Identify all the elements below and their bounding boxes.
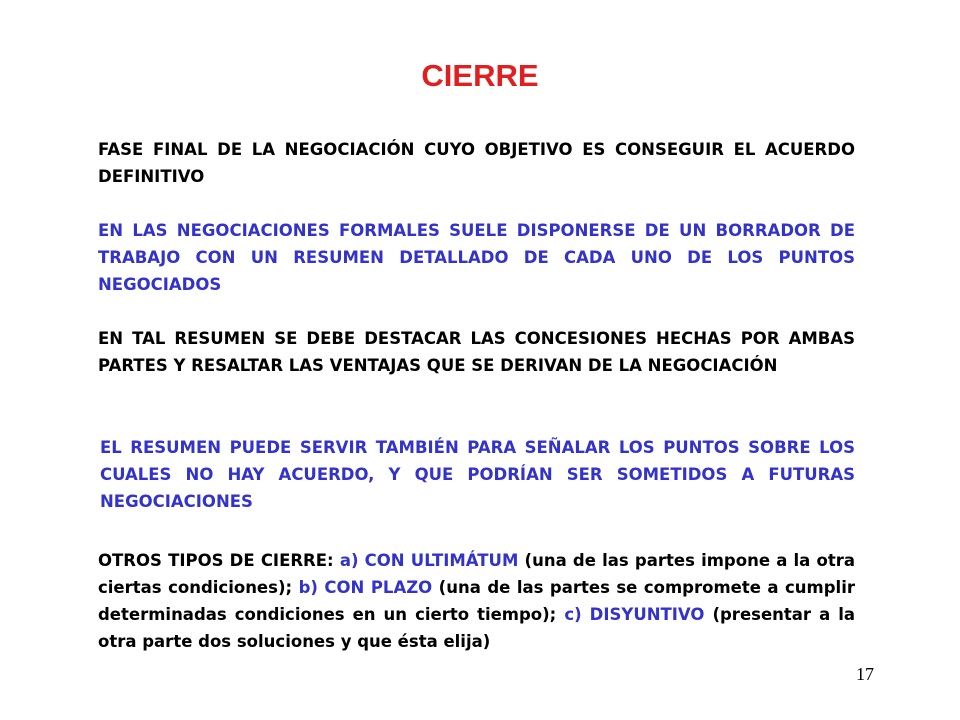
paragraph-formal-negotiations: EN LAS NEGOCIACIONES FORMALES SUELE DISPONERSE DE UN BORRADOR DE TRABAJO CON UN RESUMEN DETALLADO DE CADA UNO DE LOS PUNTOS NEGOCIADOS xyxy=(98,221,855,294)
closing-type-b-text: (una de las partes se compromete a cumplir determinadas condiciones en un cierto tiempo); xyxy=(98,578,855,624)
closing-type-a-label: a) CON ULTIMÁTUM xyxy=(339,551,519,570)
slide-title: CIERRE xyxy=(421,58,539,93)
page-number: 17 xyxy=(856,664,874,684)
paragraph-closing-types xyxy=(98,547,855,655)
closing-type-c-text: (presentar a la otra parte dos soluciones y que ésta elija) xyxy=(98,605,856,651)
closing-type-c-label: c) DISYUNTIVO xyxy=(564,605,705,624)
paragraph-summary-disagreements: EL RESUMEN PUEDE SERVIR TAMBIÉN PARA SEÑALAR LOS PUNTOS SOBRE LOS CUALES NO HAY ACUERDO, Y QUE PODRÍAN SER SOMETIDOS A FUTURAS NEGOCIACIONES xyxy=(100,438,855,511)
paragraph-definition: FASE FINAL DE LA NEGOCIACIÓN CUYO OBJETIVO ES CONSEGUIR EL ACUERDO DEFINITIVO xyxy=(98,140,855,186)
closing-type-b-label: b) CON PLAZO xyxy=(298,578,433,597)
closing-types-lead: OTROS TIPOS DE CIERRE: xyxy=(98,551,340,570)
closing-type-a-text: (una de las partes impone a la otra ciertas condiciones); xyxy=(98,551,855,597)
paragraph-summary-concessions: EN TAL RESUMEN SE DEBE DESTACAR LAS CONCESIONES HECHAS POR AMBAS PARTES Y RESALTAR LAS VENTAJAS QUE SE DERIVAN DE LA NEGOCIACIÓN xyxy=(98,329,855,375)
